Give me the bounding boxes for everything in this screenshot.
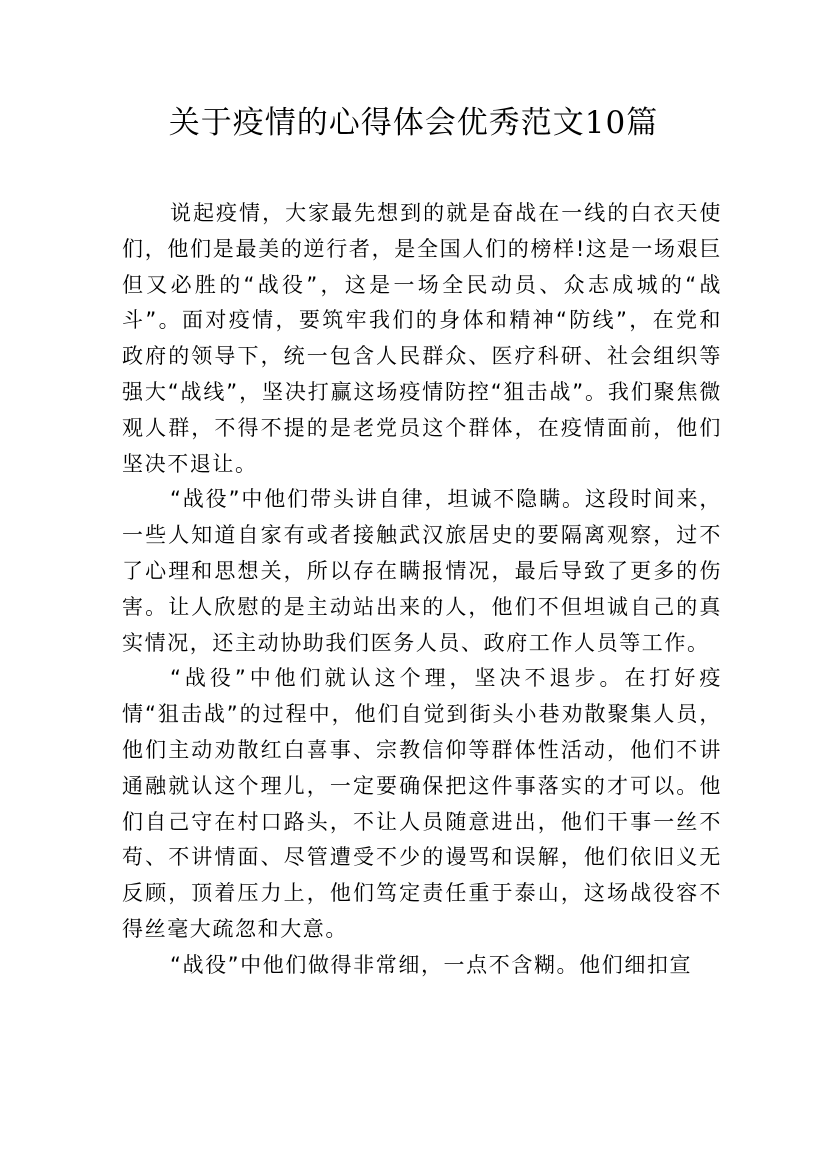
paragraph-2: “战役”中他们带头讲自律，坦诚不隐瞒。这段时间来，一些人知道自家有或者接触武汉旅居史的要隔离观察，过不了心理和思想关，所以存在瞒报情况，最后导致了更多的伤害。让人欣慰的是主动站出来的人，他们不但坦诚自己的真实情况，还主动协助我们医务人员、政府工作人员等工作。 bbox=[122, 487, 722, 655]
document-body bbox=[122, 196, 722, 984]
paragraph-3: “战役”中他们就认这个理，坚决不退步。在打好疫情“狙击战”的过程中，他们自觉到街头小巷劝散聚集人员，他们主动劝散红白喜事、宗教信仰等群体性活动，他们不讲通融就认这个理儿，一定要确保把这件事落实的才可以。他们自己守在村口路头，不让人员随意进出，他们干事一丝不苟、不讲情面、尽管遭受不少的谩骂和误解，他们依旧义无反顾，顶着压力上，他们笃定责任重于泰山，这场战役容不得丝毫大疏忽和大意。 bbox=[122, 666, 722, 941]
document-title: 关于疫情的心得体会优秀范文10篇 bbox=[168, 105, 659, 141]
paragraph-1: 说起疫情，大家最先想到的就是奋战在一线的白衣天使们，他们是最美的逆行者，是全国人们的榜样!这是一场艰巨但又必胜的“战役”，这是一场全民动员、众志成城的“战斗”。面对疫情，要筑牢我们的身体和精神“防线”，在党和政府的领导下，统一包含人民群众、医疗科研、社会组织等强大“战线”，坚决打赢这场疫情防控“狙击战”。我们聚焦微观人群，不得不提的是老党员这个群体，在疫情面前，他们坚决不退让。 bbox=[122, 201, 722, 476]
paragraph-4: “战役”中他们做得非常细，一点不含糊。他们细扣宣 bbox=[170, 952, 693, 977]
